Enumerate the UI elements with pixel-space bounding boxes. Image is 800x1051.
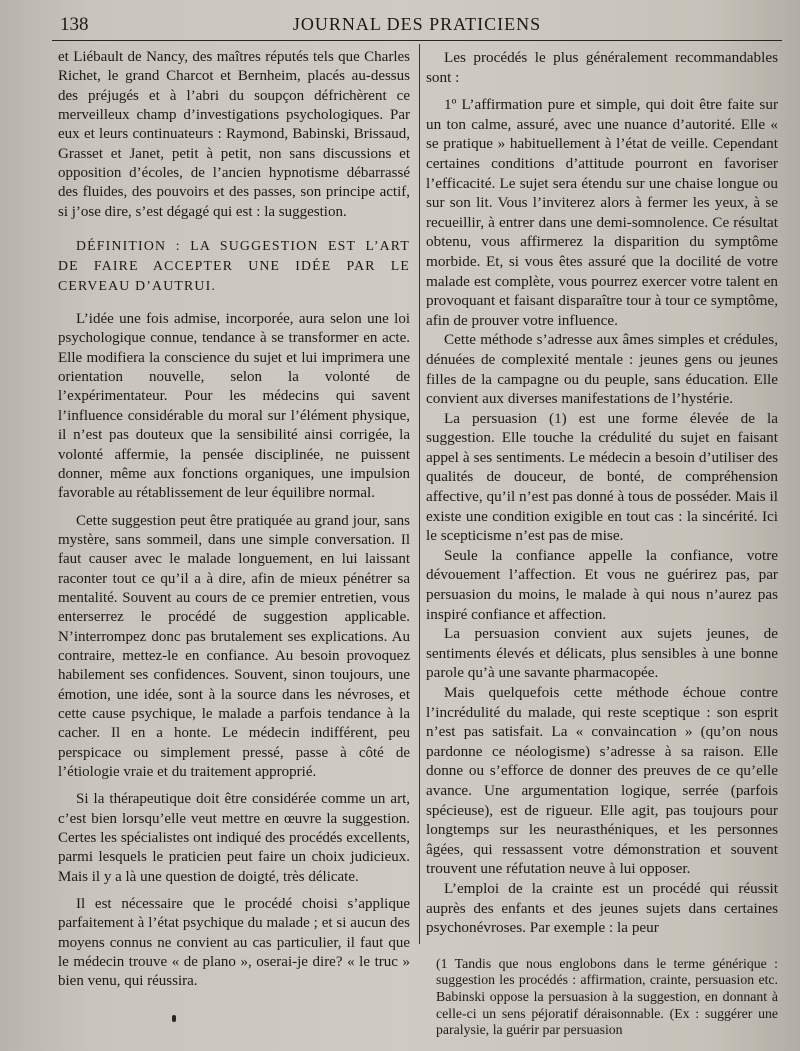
definition: DÉFINITION : LA SUGGESTION EST L’ART DE FAIRE ACCEPTER UNE IDÉE PAR LE CERVEAU D’AUTRUI. xyxy=(58,238,410,294)
paragraph: Les procédés le plus généralement recommandables sont : xyxy=(426,49,778,86)
running-title: JOURNAL DES PRATICIENS xyxy=(292,14,542,34)
paragraph: La persuasion (1) est une forme élevée de la suggestion. Elle touche la crédulité du sujet en faisant appel à ses sentiments. Le médecin a besoin d’utiliser des qualités de douceur, de bonté, de compréhension affective, qu’il n’est pas donné à tous de posséder. Mais il existe une condition exigible en tout cas : la sincérité. Ici le scepticisme n’est pas de mise. xyxy=(426,409,778,545)
page-number: 138 xyxy=(60,14,89,35)
page-header xyxy=(52,14,782,41)
paragraph: L’emploi de la crainte est un procédé qui réussit auprès des enfants et des jeunes sujets dans certaines psychonévroses. Par exemple : la peur xyxy=(426,879,778,937)
paragraph: La persuasion convient aux sujets jeunes, de sentiments élevés et délicats, plus sensibles à une bonne parole qu’à une savante pharmacopée. xyxy=(426,625,778,682)
paragraph: Il est nécessaire que le procédé choisi s’applique parfaitement à l’état psychique du malade ; et si aucun des moyens connus ne convient au cas particulier, il faut que le médecin trouve « de plano », oserai-je dire? « le truc » bien venu, qui réussira. xyxy=(58,896,410,990)
paragraph: 1º L’affirmation pure et simple, qui doit être faite sur un ton calme, assuré, avec une nuance d’autorité. Elle « se pratique » habituellement à l’état de veille. Cependant certaines conditions d’attitude pourront en favoriser l’efficacité. Le sujet sera étendu sur une chaise longue ou sur son lit. Vous l’inviterez alors à fermer les yeux, à se recueillir, à entrer dans une demi-somnolence. Ce résultat obtenu, vous affirmerez la disparition du symptôme morbide. Et, si vous êtes assuré que la docilité de votre malade est complète, vous pourrez exercer votre talent en provoquant et faisant disparaître tour à tour ce symptôme, afin de prouver votre influence. xyxy=(426,96,778,329)
column-divider xyxy=(419,44,420,944)
footnote: (1 Tandis que nous englobons dans le terme générique : suggestion les procédés : affirmation, crainte, persuasion etc. Babinski oppose la persuasion à la suggestion, en donnant à celle-ci un sens péjoratif déraisonnable. (Ex : suggérer une paralysie, la guérir par persuasion xyxy=(436,955,778,1038)
right-column xyxy=(426,48,778,1039)
paragraph: Seule la confiance appelle la confiance, votre dévouement l’affection. Et vous ne guérirez pas, par persuasion du moins, le malade à qui nous n’aurez pas inspiré confiance et affection. xyxy=(426,546,778,623)
paragraph: Si la thérapeutique doit être considérée comme un art, c’est bien lorsqu’elle veut mettre en œuvre la suggestion. Certes les spécialistes ont indiqué des procédés excellents, parmi lesquels le praticien peut faire un choix judicieux. Mais il y a là une question de doigté, très délicate. xyxy=(58,791,410,885)
paragraph: et Liébault de Nancy, des maîtres réputés tels que Charles Richet, le grand Charcot et Bernheim, placés au-dessus des préjugés et à l’abri du soupçon défrichèrent ce merveilleux champ d’investigations psychologiques. Par eux et leurs continuateurs : Raymond, Babinski, Brissaud, Grasset et Janet, petit à petit, non sans discussions et opposition d’écoles, de l’ancien hypnotisme débarrassé des fluides, des pouvoirs et des passes, son principe actif, si j’ose dire, s’est dégagé qui est : la suggestion. xyxy=(58,49,410,220)
paragraph: L’idée une fois admise, incorporée, aura selon une loi psychologique connue, tendance à se transformer en acte. Elle modifiera la conscience du sujet et lui imprimera une orientation nouvelle, selon la volonté de l’expérimentateur. Pour les médecins qui savent l’influence considérable du moral sur l’élément physique, il n’est pas douteux que la sensibilité ainsi corrigée, la volonté affermie, la pensée disciplinée, ne puissent donner, même aux fonctions organiques, une impulsion favorable au rétablissement de leur équilibre normal. xyxy=(58,311,410,502)
ink-mark xyxy=(172,1015,176,1022)
paragraph: Mais quelquefois cette méthode échoue contre l’incrédulité du malade, qui reste sceptique : son esprit n’est pas satisfait. La « convaincation » (qu’on nous pardonne ce néologisme) s’adresse à sa raison. Elle donne ou s’efforce de donner des preuves de ce qu’elle avance. Une argumentation logique, serrée (parfois spécieuse), est de rigueur. Elle agit, pas toujours pour longtemps sur les neurasthéniques, et les personnes âgées, qui ressassent votre démonstration et souvent trouvent une réfutation neuve à lui opposer. xyxy=(426,684,778,878)
paragraph: Cette méthode s’adresse aux âmes simples et crédules, dénuées de complexité mentale : jeunes gens ou jeunes filles de la campagne ou du peuple, sans éducation. Elle convient aux diverses manifestations de l’hystérie. xyxy=(426,331,778,408)
left-column xyxy=(58,48,410,992)
paragraph: Cette suggestion peut être pratiquée au grand jour, sans mystère, sans sommeil, dans une simple conversation. Il faut causer avec le malade longuement, en lui laissant raconter tout ce qu’il a à dire, afin de mieux pénétrer sa mentalité. Souvent au cours de ce premier entretien, vous enterserrez le procédé de suggestion applicable. N’interrompez donc pas brutalement ses explications. Au contraire, mettez-le en confiance. Au besoin provoquez habilement ses confidences. Souvent, sinon toujours, une émotion, une idée, sont à la source dans les névroses, et cette cause psychique, le malade a parfois tendance à la cacher. Il en a honte. Le médecin indifférent, peu perspicace ou simplement pressé, passe à côté de l’étiologie vraie et du traitement approprié. xyxy=(58,512,410,780)
